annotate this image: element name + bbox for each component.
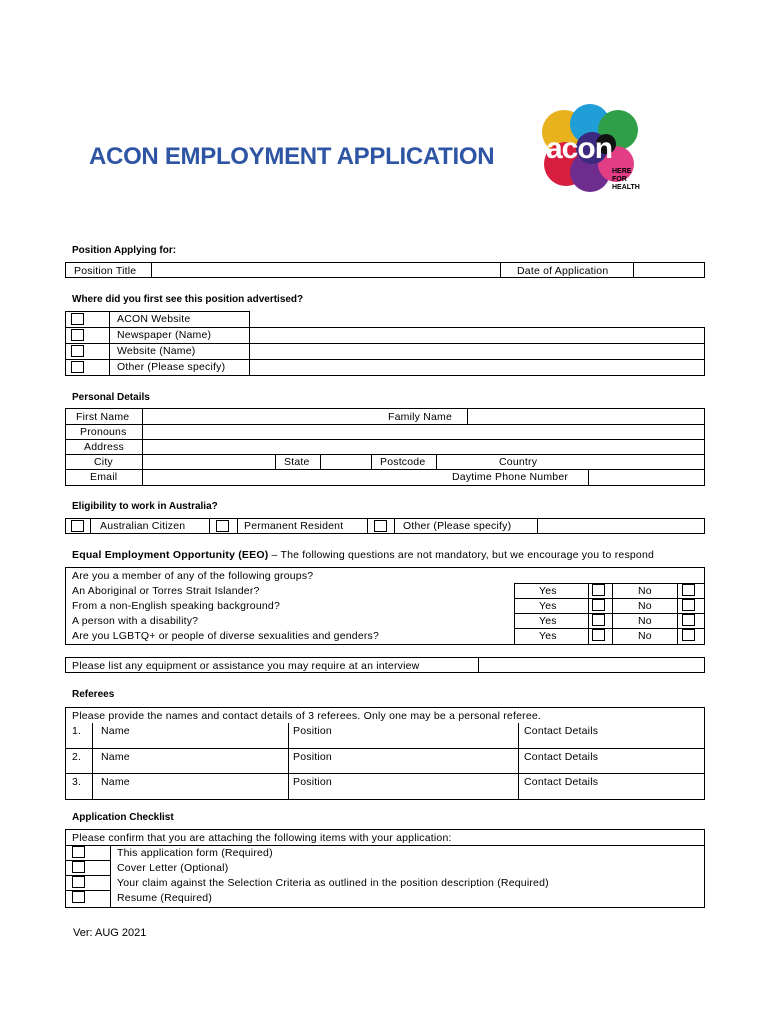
daytime-phone-label: Daytime Phone Number bbox=[452, 471, 569, 483]
checkbox-resume[interactable] bbox=[72, 891, 85, 903]
checkbox-no-2[interactable] bbox=[682, 599, 695, 611]
option-newspaper: Newspaper (Name) bbox=[117, 329, 212, 341]
referee-contact-label-2[interactable]: Contact Details bbox=[524, 751, 599, 763]
tagline-line-3: HEALTH bbox=[612, 184, 640, 191]
checklist-heading: Application Checklist bbox=[72, 812, 174, 823]
eligibility-table bbox=[65, 518, 705, 534]
postcode-label: Postcode bbox=[380, 456, 426, 468]
checklist-intro: Please confirm that you are attaching the following items with your application: bbox=[72, 832, 452, 844]
no-label-2: No bbox=[638, 600, 652, 612]
eeo-intro: Are you a member of any of the following groups? bbox=[72, 570, 314, 582]
address-label: Address bbox=[84, 441, 124, 453]
eeo-question-2: From a non-English speaking background? bbox=[72, 600, 281, 612]
option-australian-citizen: Australian Citizen bbox=[100, 520, 186, 532]
referee-contact-label-3[interactable]: Contact Details bbox=[524, 776, 599, 788]
acon-logo bbox=[540, 104, 652, 196]
city-field[interactable] bbox=[143, 455, 275, 469]
referee-name-label-3[interactable]: Name bbox=[101, 776, 130, 788]
checklist-table bbox=[65, 829, 705, 908]
no-label-1: No bbox=[638, 585, 652, 597]
personal-table bbox=[65, 408, 705, 486]
logo-tagline bbox=[612, 168, 640, 192]
checkbox-yes-4[interactable] bbox=[592, 629, 605, 641]
referee-position-label-3[interactable]: Position bbox=[293, 776, 332, 788]
no-label-3: No bbox=[638, 615, 652, 627]
option-other-eligibility: Other (Please specify) bbox=[403, 520, 512, 532]
other-specify-field[interactable] bbox=[250, 360, 704, 375]
eeo-table bbox=[65, 567, 705, 645]
position-table bbox=[65, 262, 705, 278]
checkbox-no-1[interactable] bbox=[682, 584, 695, 596]
checkbox-other-eligibility[interactable] bbox=[374, 520, 387, 532]
eeo-heading-rest: – The following questions are not mandatory, but we encourage you to respond bbox=[268, 549, 655, 561]
eeo-heading bbox=[72, 549, 654, 561]
referee-name-label-2[interactable]: Name bbox=[101, 751, 130, 763]
yes-label-1: Yes bbox=[539, 585, 557, 597]
checkbox-application-form[interactable] bbox=[72, 846, 85, 858]
equipment-label: Please list any equipment or assistance you may require at an interview bbox=[72, 660, 420, 672]
position-title-field[interactable] bbox=[152, 263, 500, 277]
referees-table bbox=[65, 707, 705, 800]
referee-number-2: 2. bbox=[72, 751, 82, 763]
first-name-field[interactable] bbox=[143, 409, 373, 424]
equipment-field[interactable] bbox=[479, 658, 704, 672]
version-label: Ver: AUG 2021 bbox=[73, 927, 147, 939]
checkbox-other[interactable] bbox=[71, 361, 84, 373]
option-other: Other (Please specify) bbox=[117, 361, 226, 373]
tagline-line-1: HERE bbox=[612, 168, 632, 175]
other-eligibility-field[interactable] bbox=[538, 519, 704, 533]
yes-label-2: Yes bbox=[539, 600, 557, 612]
advertised-table bbox=[65, 311, 705, 376]
checkbox-selection-criteria[interactable] bbox=[72, 876, 85, 888]
option-permanent-resident: Permanent Resident bbox=[244, 520, 344, 532]
referee-name-label-1[interactable]: Name bbox=[101, 725, 130, 737]
state-field[interactable] bbox=[321, 455, 371, 469]
newspaper-name-field[interactable] bbox=[250, 328, 704, 343]
checkbox-yes-3[interactable] bbox=[592, 614, 605, 626]
checkbox-website[interactable] bbox=[71, 345, 84, 357]
checkbox-yes-1[interactable] bbox=[592, 584, 605, 596]
email-field[interactable] bbox=[143, 470, 443, 485]
checkbox-permanent-resident[interactable] bbox=[216, 520, 229, 532]
page-title: ACON EMPLOYMENT APPLICATION bbox=[89, 143, 495, 170]
referee-contact-label-1[interactable]: Contact Details bbox=[524, 725, 599, 737]
country-label: Country bbox=[499, 456, 538, 468]
position-heading: Position Applying for: bbox=[72, 245, 177, 256]
city-label: City bbox=[94, 456, 113, 468]
tagline-line-2: FOR bbox=[612, 176, 627, 183]
date-field[interactable] bbox=[634, 263, 704, 277]
checklist-item-resume: Resume (Required) bbox=[117, 892, 213, 904]
eeo-question-4: Are you LGBTQ+ or people of diverse sexualities and genders? bbox=[72, 630, 380, 642]
checklist-item-cover-letter: Cover Letter (Optional) bbox=[117, 862, 229, 874]
website-name-field[interactable] bbox=[250, 344, 704, 359]
postcode-field[interactable] bbox=[437, 455, 487, 469]
address-field[interactable] bbox=[143, 440, 704, 454]
checklist-item-application-form: This application form (Required) bbox=[117, 847, 273, 859]
checkbox-yes-2[interactable] bbox=[592, 599, 605, 611]
family-name-field[interactable] bbox=[468, 409, 704, 424]
checkbox-acon-website[interactable] bbox=[71, 313, 84, 325]
referees-heading: Referees bbox=[72, 689, 115, 700]
referee-position-label-2[interactable]: Position bbox=[293, 751, 332, 763]
checklist-item-selection-criteria: Your claim against the Selection Criteria as outlined in the position description (Required) bbox=[117, 877, 549, 889]
option-website: Website (Name) bbox=[117, 345, 196, 357]
email-label: Email bbox=[90, 471, 118, 483]
eeo-question-1: An Aboriginal or Torres Strait Islander? bbox=[72, 585, 260, 597]
option-acon-website: ACON Website bbox=[117, 313, 191, 325]
checkbox-australian-citizen[interactable] bbox=[71, 520, 84, 532]
personal-heading: Personal Details bbox=[72, 392, 150, 403]
checkbox-cover-letter[interactable] bbox=[72, 861, 85, 873]
first-name-label: First Name bbox=[76, 411, 130, 423]
yes-label-4: Yes bbox=[539, 630, 557, 642]
referee-position-label-1[interactable]: Position bbox=[293, 725, 332, 737]
logo-text: acon bbox=[546, 132, 613, 165]
checkbox-newspaper[interactable] bbox=[71, 329, 84, 341]
eligibility-heading: Eligibility to work in Australia? bbox=[72, 501, 218, 512]
checkbox-no-4[interactable] bbox=[682, 629, 695, 641]
equipment-table bbox=[65, 657, 705, 673]
pronouns-label: Pronouns bbox=[80, 426, 127, 438]
eeo-question-3: A person with a disability? bbox=[72, 615, 199, 627]
yes-label-3: Yes bbox=[539, 615, 557, 627]
referee-number-3: 3. bbox=[72, 776, 82, 788]
referee-number-1: 1. bbox=[72, 725, 82, 737]
state-label: State bbox=[284, 456, 310, 468]
no-label-4: No bbox=[638, 630, 652, 642]
checkbox-no-3[interactable] bbox=[682, 614, 695, 626]
eeo-heading-bold: Equal Employment Opportunity (EEO) bbox=[72, 549, 269, 561]
family-name-label: Family Name bbox=[388, 411, 453, 423]
daytime-phone-field[interactable] bbox=[589, 470, 704, 485]
referees-intro: Please provide the names and contact details of 3 referees. Only one may be a personal referee. bbox=[72, 710, 542, 722]
date-label: Date of Application bbox=[517, 265, 609, 277]
advertised-heading: Where did you first see this position advertised? bbox=[72, 294, 304, 305]
pronouns-field[interactable] bbox=[143, 425, 704, 439]
position-title-label: Position Title bbox=[74, 265, 137, 277]
